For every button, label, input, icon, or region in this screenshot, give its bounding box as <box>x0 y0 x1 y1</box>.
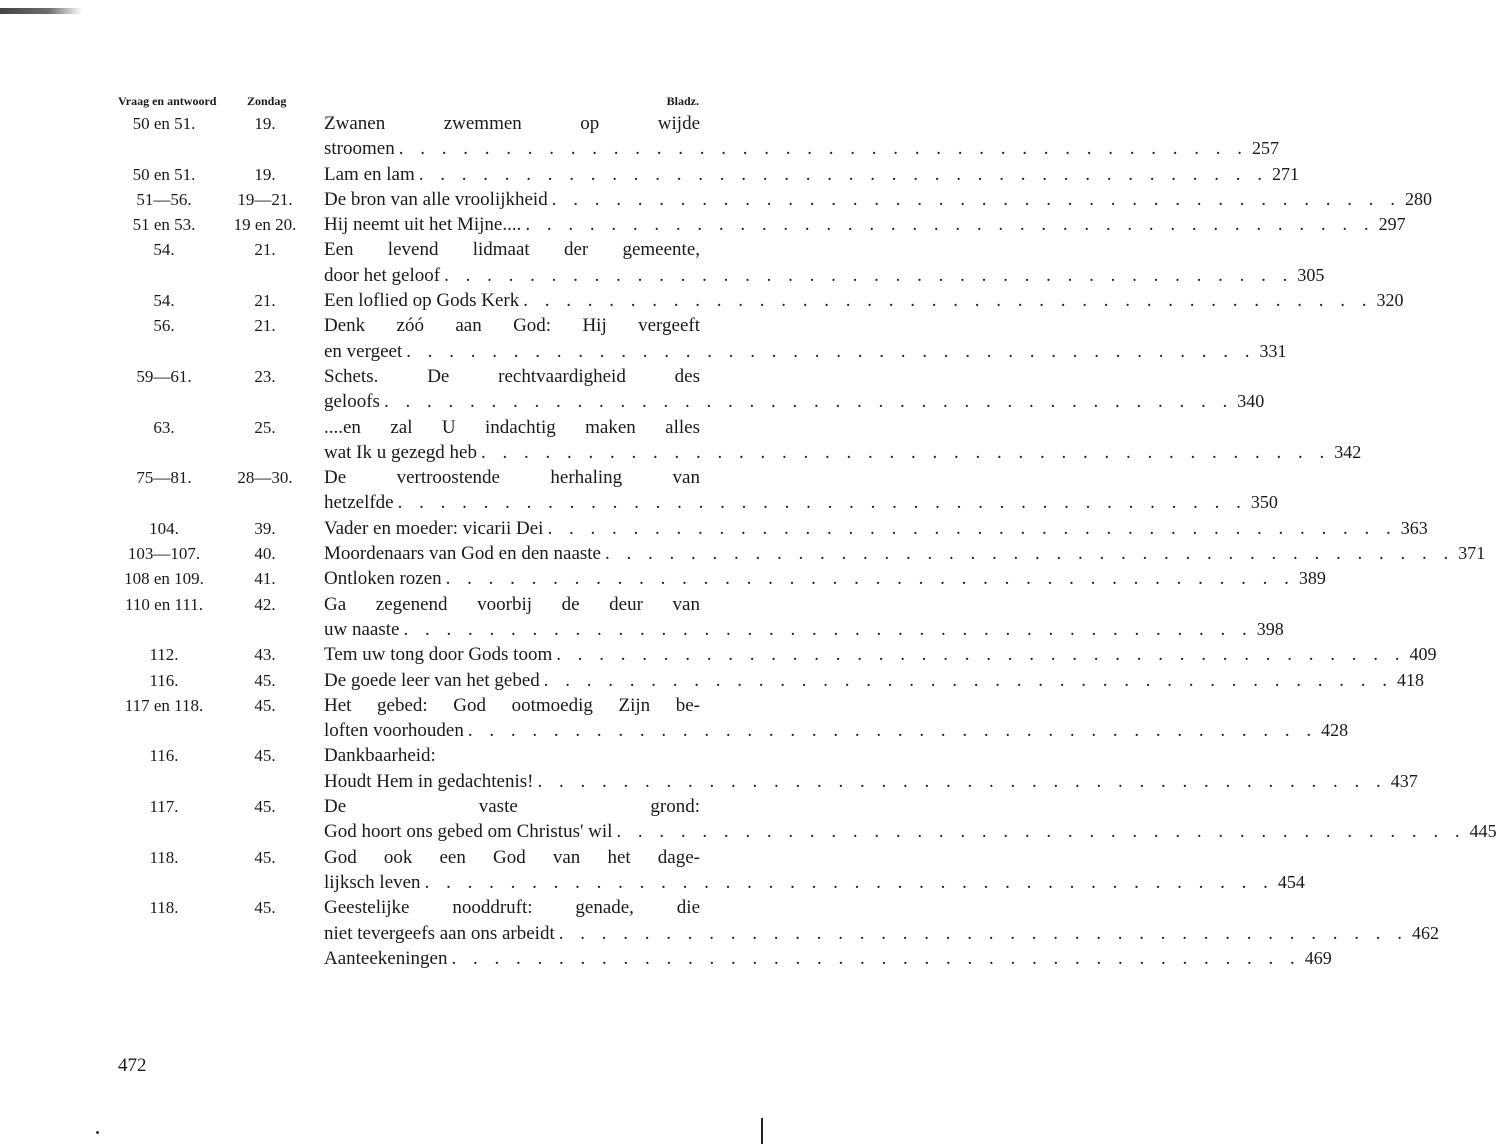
leader-dots: . . . . . . . . . . . . . . . . . . . . . . . . . . . . . . . . . . . . . . . . <box>467 720 1318 742</box>
vraag-number: 50 en 51. <box>132 164 196 184</box>
page-reference: 445 <box>1469 821 1497 842</box>
entry-title-text: Houdt Hem in gedachtenis! <box>324 770 534 792</box>
zondag-number: 43. <box>254 645 276 665</box>
entry-title-text: loften voorhouden <box>324 720 464 742</box>
leader-dots: . . . . . . . . . . . . . . . . . . . . . . . . . . . . . . . . . . . . . . . . <box>523 290 1373 312</box>
entry-title-last <box>324 389 1265 414</box>
toc-entry <box>112 162 1299 187</box>
header-zondag: Zondag <box>247 94 287 108</box>
toc-line <box>112 845 702 870</box>
entry-title-last <box>324 668 1425 693</box>
entry-title-last <box>324 440 1362 465</box>
entry-title-last <box>324 263 1325 288</box>
vraag-number: 50 en 51. <box>132 114 196 133</box>
entry-title-text: hetzelfde <box>324 492 394 514</box>
entry-title-last <box>324 516 1428 541</box>
toc-line <box>112 617 1284 642</box>
entry-title-last <box>324 819 1497 844</box>
zondag-number: 28—30. <box>237 468 293 488</box>
zondag-number: 45. <box>254 670 276 690</box>
page-reference: 257 <box>1251 138 1279 159</box>
column-headers <box>118 94 697 110</box>
page-number: 472 <box>118 1055 147 1076</box>
page-reference: 371 <box>1458 543 1486 564</box>
toc-line <box>112 162 1299 187</box>
toc-line <box>112 313 702 338</box>
vraag-number: 112. <box>149 645 179 665</box>
toc-line <box>112 415 702 440</box>
zondag-number: 21. <box>254 291 276 311</box>
zondag-number: 25. <box>254 417 276 437</box>
toc-line <box>112 921 1439 946</box>
entry-title-last <box>324 946 1332 971</box>
entry-title-last <box>324 212 1406 237</box>
entry-title-text: Ontloken rozen <box>324 568 442 590</box>
entry-title-text: wat Ik u gezegd heb <box>324 441 477 463</box>
vraag-number: 117. <box>149 797 179 817</box>
leader-dots: . . . . . . . . . . . . . . . . . . . . . . . . . . . . . . . . . . . . . . . . <box>537 770 1387 792</box>
vraag-number: 51 en 53. <box>132 215 196 235</box>
toc-entry <box>112 111 1279 162</box>
page-reference: 389 <box>1298 568 1326 589</box>
entry-title-text: door het geloof <box>324 264 441 286</box>
leader-dots: . . . . . . . . . . . . . . . . . . . . . . . . . . . . . . . . . . . . . . . . <box>418 163 1268 185</box>
page-reference: 280 <box>1404 188 1432 209</box>
entry-title-line: Dankbaarheid: <box>324 745 436 767</box>
page-reference: 428 <box>1321 720 1349 741</box>
zondag-number: 42. <box>254 594 276 614</box>
leader-dots: . . . . . . . . . . . . . . . . . . . . . . . . . . . . . . . . . . . . . . . . <box>406 340 1256 362</box>
entry-title-last <box>324 288 1404 313</box>
entry-title-last <box>324 566 1326 591</box>
toc-line <box>112 187 1432 212</box>
vraag-number: 59—61. <box>136 366 192 386</box>
toc-line <box>112 946 1332 971</box>
entry-title-line: De vaste grond: <box>324 796 700 818</box>
toc-entry <box>112 566 1326 591</box>
toc-entry <box>112 288 1404 313</box>
leader-dots: . . . . . . . . . . . . . . . . . . . . . . . . . . . . . . . . . . . . . . . . <box>556 644 1406 666</box>
page-reference: 462 <box>1411 922 1439 943</box>
page-reference: 350 <box>1250 492 1278 513</box>
zondag-number: 45. <box>254 746 276 766</box>
toc-line <box>112 288 1404 313</box>
toc-line <box>112 693 702 718</box>
leader-dots: . . . . . . . . . . . . . . . . . . . . . . . . . . . . . . . . . . . . . . . . <box>525 214 1375 236</box>
toc-entry <box>112 668 1425 693</box>
zondag-number: 39. <box>254 518 276 538</box>
toc-line <box>112 516 1428 541</box>
toc-entry <box>112 187 1432 212</box>
page-reference: 437 <box>1390 770 1418 791</box>
entry-title-last <box>324 136 1279 161</box>
toc-line <box>112 364 702 389</box>
entry-title-last <box>324 642 1437 667</box>
page-reference: 271 <box>1272 163 1299 184</box>
entry-title-text: uw naaste <box>324 618 400 640</box>
toc-line <box>112 440 1362 465</box>
entry-title-line: Schets. De rechtvaardigheid des <box>324 365 700 387</box>
table-of-contents <box>112 111 1497 971</box>
toc-line <box>112 389 1265 414</box>
zondag-number: 45. <box>254 847 276 867</box>
vraag-number: 116. <box>149 670 179 690</box>
binding-edge-mark <box>761 1118 763 1144</box>
toc-line <box>112 136 1279 161</box>
page-reference: 398 <box>1256 618 1284 639</box>
page-reference: 331 <box>1259 340 1287 361</box>
page-reference: 297 <box>1378 214 1406 235</box>
leader-dots: . . . . . . . . . . . . . . . . . . . . . . . . . . . . . . . . . . . . . . . . <box>444 264 1294 286</box>
vraag-number: 63. <box>153 417 175 437</box>
zondag-number: 19 en 20. <box>233 215 297 235</box>
toc-line <box>112 237 702 262</box>
toc-line <box>112 668 1425 693</box>
entry-title-line: Geestelijke nooddruft: genade, die <box>324 897 700 919</box>
toc-entry <box>112 364 1265 415</box>
toc-entry <box>112 693 1349 744</box>
entry-title-last <box>324 541 1486 566</box>
entry-title-last <box>324 617 1284 642</box>
zondag-number: 19. <box>254 114 276 133</box>
entry-title-text: De bron van alle vroolijkheid <box>324 188 548 210</box>
leader-dots: . . . . . . . . . . . . . . . . . . . . . . . . . . . . . . . . . . . . . . . . <box>403 618 1253 640</box>
page-reference: 418 <box>1397 669 1425 690</box>
toc-entry <box>112 237 1325 288</box>
entry-title-line: Zwanen zwemmen op wijde <box>324 113 700 134</box>
header-vraag-en-antwoord: Vraag en antwoord <box>118 94 217 108</box>
toc-line <box>112 794 702 819</box>
toc-line <box>112 212 1406 237</box>
toc-entry <box>112 946 1332 971</box>
toc-line <box>112 541 1486 566</box>
entry-title-last <box>324 921 1439 946</box>
entry-title-last <box>324 870 1305 895</box>
entry-title-last <box>324 769 1418 794</box>
toc-line <box>112 339 1287 364</box>
entry-title-line: Denk zóó aan God: Hij vergeeft <box>324 315 700 337</box>
leader-dots: . . . . . . . . . . . . . . . . . . . . . . . . . . . . . . . . . . . . . . . . <box>616 821 1466 843</box>
toc-entry <box>112 845 1305 896</box>
entry-title-line: God ook een God van het dage- <box>324 846 700 868</box>
entry-title-last <box>324 718 1349 743</box>
page-reference: 469 <box>1304 947 1332 968</box>
zondag-number: 45. <box>254 898 276 918</box>
toc-line <box>112 743 702 768</box>
leader-dots: . . . . . . . . . . . . . . . . . . . . . . . . . . . . . . . . . . . . . . . . <box>424 871 1274 893</box>
zondag-number: 21. <box>254 240 276 260</box>
leader-dots: . . . . . . . . . . . . . . . . . . . . . . . . . . . . . . . . . . . . . . . . <box>383 391 1234 413</box>
entry-title-text: Tem uw tong door Gods toom <box>324 644 553 666</box>
entry-title-line: Een levend lidmaat der gemeente, <box>324 239 700 261</box>
vraag-number: 56. <box>153 316 175 336</box>
zondag-number: 19—21. <box>237 189 293 209</box>
leader-dots: . . . . . . . . . . . . . . . . . . . . . . . . . . . . . . . . . . . . . . . . <box>451 947 1301 969</box>
page-reference: 340 <box>1237 391 1265 412</box>
entry-title-text: geloofs <box>324 391 380 413</box>
page-reference: 409 <box>1409 644 1437 665</box>
header-bladz: Bladz. <box>666 94 699 108</box>
vraag-number: 51—56. <box>136 189 192 209</box>
leader-dots: . . . . . . . . . . . . . . . . . . . . . . . . . . . . . . . . . . . . . . . . <box>604 543 1455 565</box>
toc-line <box>112 870 1305 895</box>
page-reference: 320 <box>1376 290 1404 311</box>
toc-line <box>112 465 702 490</box>
entry-title-line: Ga zegenend voorbij de deur van <box>324 593 700 615</box>
leader-dots: . . . . . . . . . . . . . . . . . . . . . . . . . . . . . . . . . . . . . . . . <box>543 669 1394 691</box>
entry-title-line: De vertroostende herhaling van <box>324 467 700 489</box>
entry-title-text: en vergeet <box>324 340 403 362</box>
leader-dots: . . . . . . . . . . . . . . . . . . . . . . . . . . . . . . . . . . . . . . . . <box>481 441 1331 463</box>
toc-entry <box>112 541 1486 566</box>
vraag-number: 104. <box>149 518 179 538</box>
leader-dots: . . . . . . . . . . . . . . . . . . . . . . . . . . . . . . . . . . . . . . . . <box>558 922 1408 944</box>
zondag-number: 40. <box>254 544 276 564</box>
entry-title-last <box>324 162 1299 187</box>
entry-title-text: stroomen <box>324 138 395 160</box>
toc-entry <box>112 642 1437 667</box>
toc-entry <box>112 516 1428 541</box>
page-reference: 363 <box>1400 517 1428 538</box>
entry-title-line: Het gebed: God ootmoedig Zijn be- <box>324 694 700 716</box>
toc-entry <box>112 895 1439 946</box>
entry-title-text: Een loflied op Gods Kerk <box>324 290 520 312</box>
toc-entry <box>112 794 1497 845</box>
entry-title-text: Moordenaars van God en den naaste <box>324 543 601 565</box>
toc-line <box>112 592 702 617</box>
entry-title-last <box>324 490 1278 515</box>
vraag-number: 118. <box>149 847 179 867</box>
zondag-number: 45. <box>254 695 276 715</box>
scan-edge-mark <box>0 8 82 14</box>
toc-line <box>112 895 702 920</box>
zondag-number: 41. <box>254 569 276 589</box>
leader-dots: . . . . . . . . . . . . . . . . . . . . . . . . . . . . . . . . . . . . . . . . <box>398 138 1248 160</box>
entry-title-text: Vader en moeder: vicarii Dei <box>324 517 544 539</box>
leader-dots: . . . . . . . . . . . . . . . . . . . . . . . . . . . . . . . . . . . . . . . . <box>551 188 1401 210</box>
vraag-number: 54. <box>153 240 175 260</box>
toc-entry <box>112 743 1418 794</box>
leader-dots: . . . . . . . . . . . . . . . . . . . . . . . . . . . . . . . . . . . . . . . . <box>397 492 1247 514</box>
vraag-number: 116. <box>149 746 179 766</box>
toc-line <box>112 111 702 136</box>
page-reference: 305 <box>1297 264 1325 285</box>
toc-line <box>112 769 1418 794</box>
toc-line <box>112 566 1326 591</box>
toc-line <box>112 263 1325 288</box>
vraag-number: 108 en 109. <box>124 569 204 589</box>
vraag-number: 110 en 111. <box>125 594 203 614</box>
leader-dots: . . . . . . . . . . . . . . . . . . . . . . . . . . . . . . . . . . . . . . . . <box>547 517 1397 539</box>
zondag-number: 45. <box>254 797 276 817</box>
toc-line <box>112 718 1349 743</box>
zondag-number: 19. <box>254 164 276 184</box>
speck-mark <box>96 1131 99 1134</box>
entry-title-text: De goede leer van het gebed <box>324 669 540 691</box>
vraag-number: 118. <box>149 898 179 918</box>
entry-title-line: ....en zal U indachtig maken alles <box>324 416 700 438</box>
toc-line <box>112 642 1437 667</box>
vraag-number: 54. <box>153 291 175 311</box>
toc-entry <box>112 415 1362 466</box>
vraag-number: 117 en 118. <box>124 695 204 715</box>
page-reference: 342 <box>1334 441 1362 462</box>
entry-title-text: God hoort ons gebed om Christus' wil <box>324 821 613 843</box>
entry-title-last <box>324 339 1287 364</box>
page-reference: 454 <box>1277 871 1305 892</box>
vraag-number: 75—81. <box>136 468 192 488</box>
toc-entry <box>112 313 1287 364</box>
entry-title-text: Lam en lam <box>324 163 415 185</box>
toc-entry <box>112 592 1284 643</box>
entry-title-last <box>324 187 1432 212</box>
zondag-number: 21. <box>254 316 276 336</box>
leader-dots: . . . . . . . . . . . . . . . . . . . . . . . . . . . . . . . . . . . . . . . . <box>445 568 1295 590</box>
vraag-number: 103—107. <box>127 544 201 564</box>
entry-title-text: niet tevergeefs aan ons arbeidt <box>324 922 555 944</box>
toc-line <box>112 819 1497 844</box>
toc-entry <box>112 465 1278 516</box>
toc-entry <box>112 212 1406 237</box>
toc-line <box>112 490 1278 515</box>
entry-title-text: Hij neemt uit het Mijne.... <box>324 214 522 236</box>
entry-title-text: lijksch leven <box>324 871 421 893</box>
zondag-number: 23. <box>254 366 276 386</box>
entry-title-text: Aanteekeningen <box>324 947 448 969</box>
